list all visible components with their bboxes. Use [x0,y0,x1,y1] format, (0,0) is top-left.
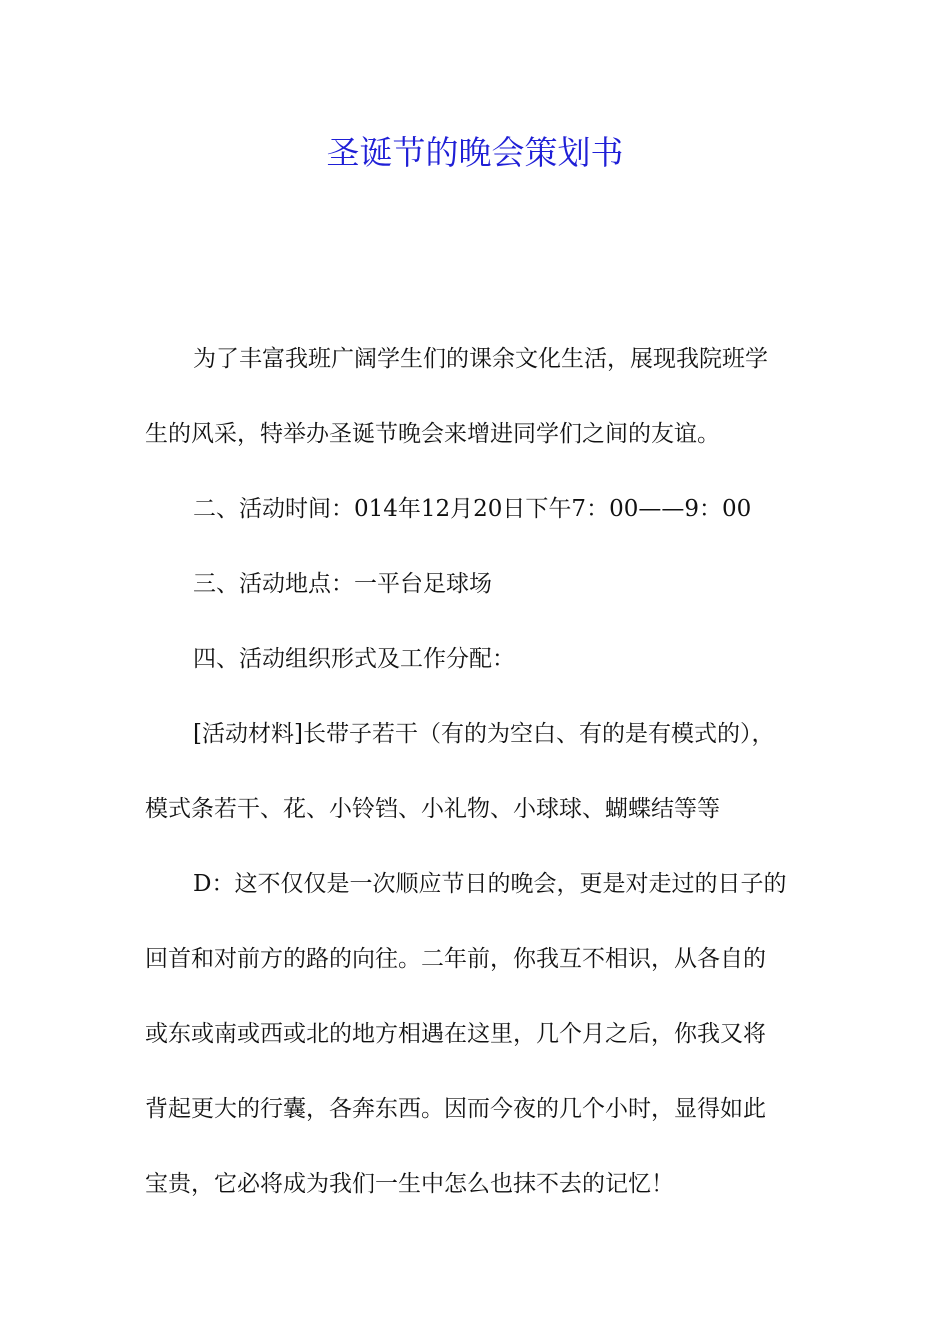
materials-line-1: [活动材料]长带子若干（有的为空白、有的是有模式的）， [193,721,775,747]
closing-line-4: 背起更大的行囊，各奔东西。因而今夜的几个小时，显得如此 [145,1096,766,1122]
activity-time: 二、活动时间：014年12月20日下午7：00——9：00 [193,496,752,522]
activity-organization: 四、活动组织形式及工作分配： [193,646,515,672]
closing-line-1: D：这不仅仅是一次顺应节日的晚会，更是对走过的日子的 [193,871,787,897]
closing-line-5: 宝贵，它必将成为我们一生中怎么也抹不去的记忆！ [145,1171,674,1197]
activity-place: 三、活动地点：一平台足球场 [193,571,492,597]
intro-line-2: 生的风采，特举办圣诞节晚会来增进同学们之间的友谊。 [145,421,720,447]
document-title: 圣诞节的晚会策划书 [326,133,624,172]
intro-line-1: 为了丰富我班广阔学生们的课余文化生活，展现我院班学 [193,346,768,372]
closing-line-2: 回首和对前方的路的向往。二年前，你我互不相识，从各自的 [145,946,766,972]
materials-line-2: 模式条若干、花、小铃铛、小礼物、小球球、蝴蝶结等等 [145,796,720,822]
document-body [145,322,815,1222]
closing-line-3: 或东或南或西或北的地方相遇在这里，几个月之后，你我又将 [145,1021,766,1047]
